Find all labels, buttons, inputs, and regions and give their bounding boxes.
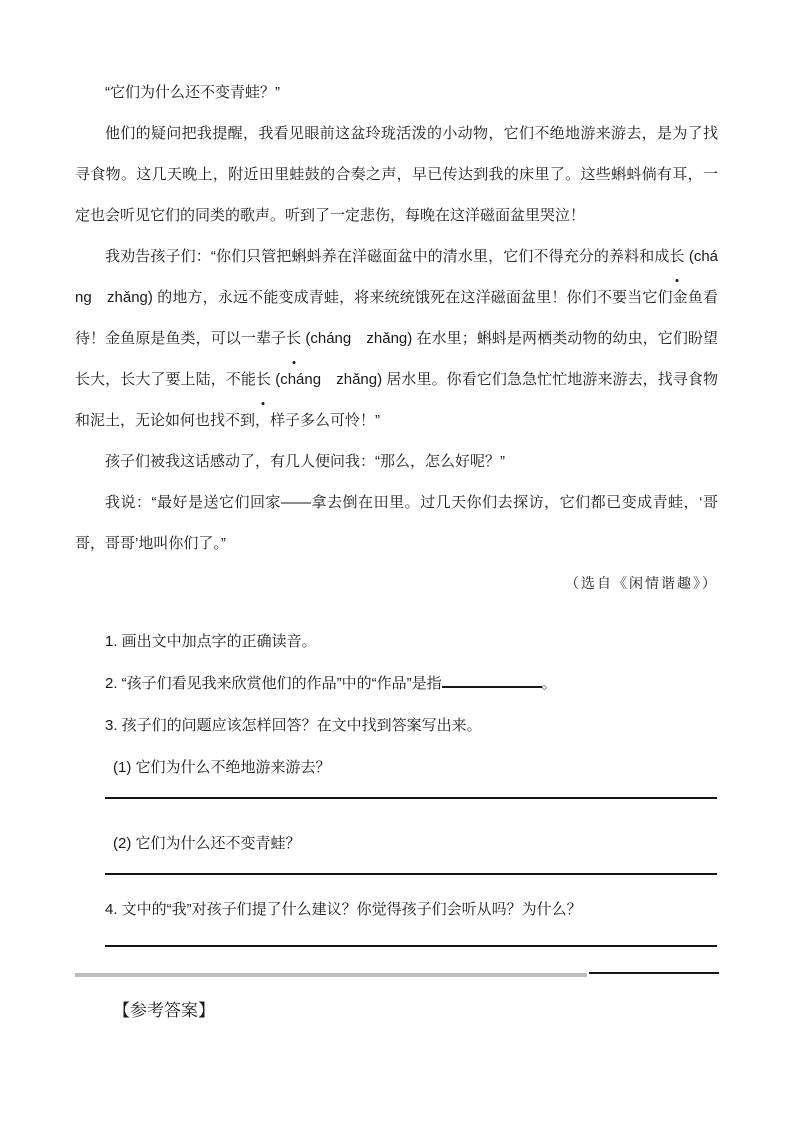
question-2-answer-blank	[442, 673, 542, 688]
answer-line-q4	[105, 945, 717, 947]
article-paragraph: 他们的疑问把我提醒，我看见眼前这盆玲珑活泼的小动物，它们不绝地游来游去，是为了找寻食物。这几天晚上，附近田里蛙鼓的合奏之声，早已传达到我的床里了。这些蝌蚪倘有耳，一定也会听见它们的同类的歌声。听到了一定悲伤，每晚在这洋磁面盆里哭泣！	[75, 125, 718, 224]
question-4: 4. 文中的“我”对孩子们提了什么建议？你觉得孩子们会听从吗？为什么？	[105, 901, 582, 918]
answer-line-q3-2	[105, 873, 717, 875]
dotted-char: 长	[256, 359, 271, 400]
article-source: （选自《闲情谐趣》）	[565, 577, 718, 592]
divider-gray-line	[75, 973, 587, 977]
question-3: 3. 孩子们的问题应该怎样回答？在文中找到答案写出来。	[105, 717, 482, 734]
reference-answers-heading: 【参考答案】	[113, 1001, 215, 1020]
question-1: 1. 画出文中加点字的正确读音。	[105, 633, 317, 650]
question-2-text: 2. “孩子们看见我来欣赏他们的作品”中的“作品”是指	[105, 675, 442, 692]
article-paragraph: 孩子们被我这话感动了，有几人便问我：“那么，怎么好呢？”	[105, 453, 505, 470]
question-2-period: 。	[541, 675, 557, 692]
questions-section	[75, 621, 718, 947]
divider-black-line	[589, 972, 719, 974]
dotted-char: 长	[286, 318, 301, 359]
article-paragraph: “它们为什么还不变青蛙？”	[105, 84, 280, 101]
question-3-sub-1: (1) 它们为什么不绝地游来游去？	[113, 759, 331, 776]
question-2	[105, 663, 718, 705]
answer-line-q3-1	[105, 797, 717, 799]
section-divider	[75, 971, 718, 979]
question-3-sub-2: (2) 它们为什么还不变青蛙？	[113, 835, 301, 852]
article-paragraph: 我劝告孩子们：“你们只管把蝌蚪养在洋磁面盆中的清水里，它们不得充分的养料和成长 (cháng zhǎng) 的地方，永远不能变成青蛙，将来统统饿死在这洋磁面盆里！你们不要当它们金鱼看待！金鱼原是鱼类，可以一辈子长 (cháng zhǎng) 在水里；蝌蚪是两栖类动物的幼虫，它们盼望长大，长大了要上陆，不能长 (cháng zhǎng) 居水里。你看它们急急忙忙地游来游去，找寻食物和泥土，无论如何也找不到，样子多么可怜！”	[75, 236, 718, 441]
reading-passage	[75, 72, 718, 605]
article-paragraph: 我说：“最好是送它们回家——拿去倒在田里。过几天你们去探访，它们都已变成青蛙，‘哥哥，哥哥’地叫你们了。”	[75, 494, 718, 552]
dotted-char: 长	[670, 236, 685, 277]
